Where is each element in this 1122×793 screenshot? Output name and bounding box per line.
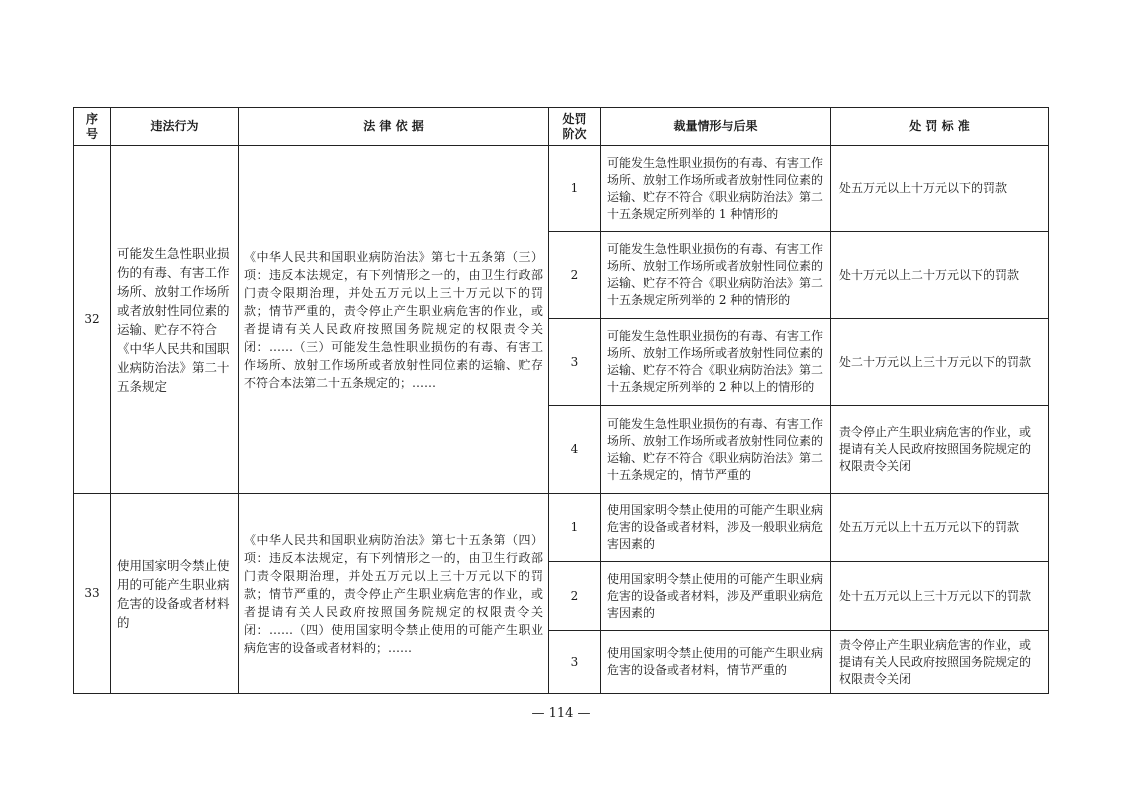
header-standard: 处 罚 标 准 [831,108,1049,146]
header-row [74,108,1049,146]
tier-penalty-standard: 处二十万元以上三十万元以下的罚款 [831,319,1049,406]
table-row [74,494,1049,562]
page-number: — 114 — [531,706,591,721]
tier-penalty-standard: 责令停止产生职业病危害的作业，或提请有关人民政府按照国务院规定的权限责令关闭 [831,406,1049,494]
header-basis: 法 律 依 据 [239,108,549,146]
tier-circumstance: 使用国家明令禁止使用的可能产生职业病危害的设备或者材料，涉及严重职业病危害因素的 [601,562,831,631]
tier-penalty-standard: 处五万元以上十五万元以下的罚款 [831,494,1049,562]
tier-circumstance: 可能发生急性职业损伤的有毒、有害工作场所、放射工作场所或者放射性同位素的运输、贮存不符合《职业病防治法》第二十五条规定所列举的 2 种的情形的 [601,232,831,319]
tier-number: 2 [549,562,601,631]
tier-circumstance: 使用国家明令禁止使用的可能产生职业病危害的设备或者材料，情节严重的 [601,631,831,694]
penalty-table [73,107,1049,694]
tier-circumstance: 可能发生急性职业损伤的有毒、有害工作场所、放射工作场所或者放射性同位素的运输、贮存不符合《职业病防治法》第二十五条规定所列举的 1 种情形的 [601,146,831,232]
row-seq: 32 [74,146,111,494]
row-violation: 使用国家明令禁止使用的可能产生职业病危害的设备或者材料的 [111,494,239,694]
tier-number: 1 [549,494,601,562]
header-tier: 处罚阶次 [549,108,601,146]
row-violation: 可能发生急性职业损伤的有毒、有害工作场所、放射工作场所或者放射性同位素的运输、贮存不符合《中华人民共和国职业病防治法》第二十五条规定 [111,146,239,494]
tier-circumstance: 使用国家明令禁止使用的可能产生职业病危害的设备或者材料，涉及一般职业病危害因素的 [601,494,831,562]
tier-number: 4 [549,406,601,494]
tier-penalty-standard: 责令停止产生职业病危害的作业，或提请有关人民政府按照国务院规定的权限责令关闭 [831,631,1049,694]
tier-penalty-standard: 处十万元以上二十万元以下的罚款 [831,232,1049,319]
row-legal-basis: 《中华人民共和国职业病防治法》第七十五条第（四）项：违反本法规定，有下列情形之一的，由卫生行政部门责令限期治理，并处五万元以上三十万元以下的罚款；情节严重的，责令停止产生职业病危害的作业，或者提请有关人民政府按照国务院规定的权限责令关闭：……（四）使用国家明令禁止使用的可能产生职业病危害的设备或者材料的；…… [239,494,549,694]
tier-number: 1 [549,146,601,232]
row-legal-basis: 《中华人民共和国职业病防治法》第七十五条第（三）项：违反本法规定，有下列情形之一的，由卫生行政部门责令限期治理，并处五万元以上三十万元以下的罚款；情节严重的，责令停止产生职业病危害的作业，或者提请有关人民政府按照国务院规定的权限责令关闭：……（三）可能发生急性职业损伤的有毒、有害工作场所、放射工作场所或者放射性同位素的运输、贮存不符合本法第二十五条规定的；…… [239,146,549,494]
tier-circumstance: 可能发生急性职业损伤的有毒、有害工作场所、放射工作场所或者放射性同位素的运输、贮存不符合《职业病防治法》第二十五条规定的，情节严重的 [601,406,831,494]
tier-circumstance: 可能发生急性职业损伤的有毒、有害工作场所、放射工作场所或者放射性同位素的运输、贮存不符合《职业病防治法》第二十五条规定所列举的 2 种以上的情形的 [601,319,831,406]
tier-number: 2 [549,232,601,319]
header-circumstance: 裁量情形与后果 [601,108,831,146]
row-seq: 33 [74,494,111,694]
tier-penalty-standard: 处五万元以上十万元以下的罚款 [831,146,1049,232]
header-violation: 违法行为 [111,108,239,146]
tier-penalty-standard: 处十五万元以上三十万元以下的罚款 [831,562,1049,631]
header-seq: 序号 [74,108,111,146]
tier-number: 3 [549,319,601,406]
table-row [74,146,1049,232]
tier-number: 3 [549,631,601,694]
